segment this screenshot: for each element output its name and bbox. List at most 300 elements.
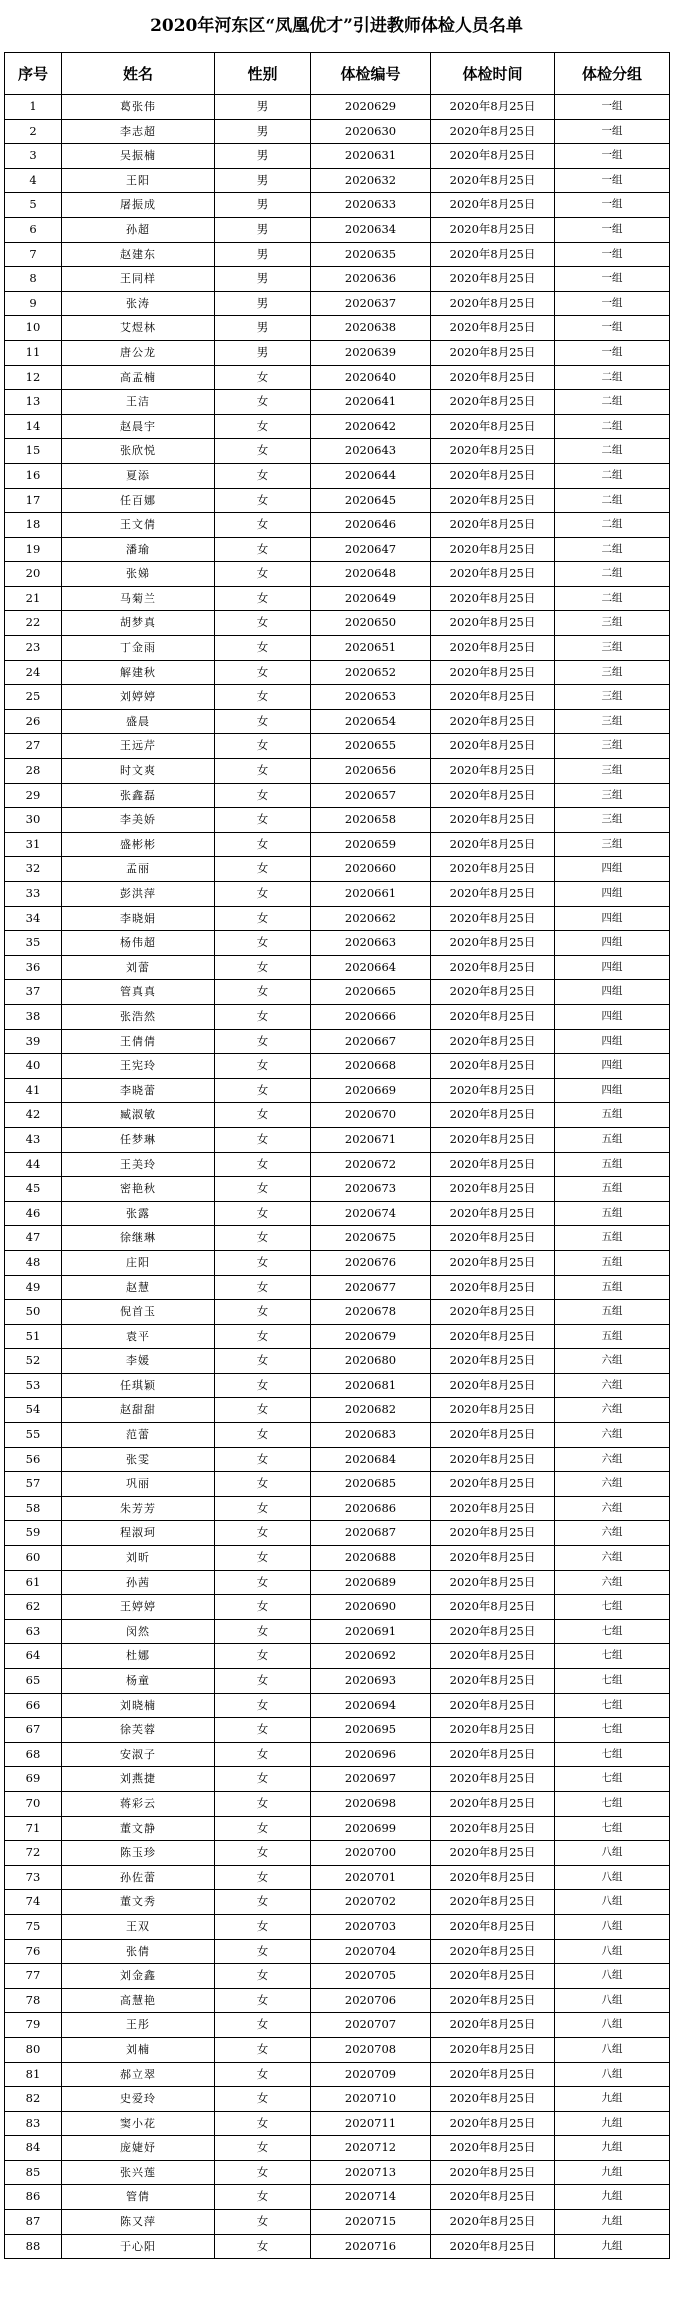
cell-name: 刘燕捷 — [62, 1767, 215, 1792]
cell-index: 66 — [5, 1693, 62, 1718]
cell-exam-number: 2020703 — [311, 1914, 431, 1939]
cell-name: 李晓娟 — [62, 906, 215, 931]
cell-exam-group: 五组 — [555, 1201, 670, 1226]
cell-name: 任琪颖 — [62, 1373, 215, 1398]
cell-exam-number: 2020708 — [311, 2037, 431, 2062]
cell-gender: 女 — [215, 1054, 311, 1079]
cell-index: 14 — [5, 414, 62, 439]
cell-gender: 女 — [215, 439, 311, 464]
cell-gender: 男 — [215, 340, 311, 365]
cell-index: 23 — [5, 636, 62, 661]
cell-gender: 女 — [215, 2234, 311, 2259]
cell-gender: 女 — [215, 980, 311, 1005]
cell-exam-time: 2020年8月25日 — [431, 1447, 555, 1472]
cell-index: 25 — [5, 685, 62, 710]
cell-name: 郝立翠 — [62, 2062, 215, 2087]
cell-exam-number: 2020653 — [311, 685, 431, 710]
cell-exam-group: 八组 — [555, 1988, 670, 2013]
table-row — [5, 1250, 670, 1275]
table-row — [5, 1127, 670, 1152]
header-index: 序号 — [5, 53, 62, 95]
table-row — [5, 1669, 670, 1694]
cell-index: 31 — [5, 832, 62, 857]
table-row — [5, 808, 670, 833]
cell-exam-time: 2020年8月25日 — [431, 980, 555, 1005]
table-row — [5, 709, 670, 734]
table-row — [5, 832, 670, 857]
cell-name: 胡梦真 — [62, 611, 215, 636]
cell-exam-time: 2020年8月25日 — [431, 513, 555, 538]
cell-name: 赵建东 — [62, 242, 215, 267]
cell-name: 王婷婷 — [62, 1595, 215, 1620]
cell-gender: 女 — [215, 2062, 311, 2087]
table-row — [5, 340, 670, 365]
cell-gender: 女 — [215, 1718, 311, 1743]
cell-name: 刘楠 — [62, 2037, 215, 2062]
cell-exam-group: 一组 — [555, 144, 670, 169]
cell-gender: 女 — [215, 1496, 311, 1521]
cell-exam-time: 2020年8月25日 — [431, 808, 555, 833]
cell-exam-time: 2020年8月25日 — [431, 1964, 555, 1989]
cell-index: 1 — [5, 95, 62, 120]
cell-exam-group: 九组 — [555, 2185, 670, 2210]
table-row — [5, 2185, 670, 2210]
table-row — [5, 1324, 670, 1349]
cell-index: 47 — [5, 1226, 62, 1251]
cell-name: 王宪玲 — [62, 1054, 215, 1079]
cell-exam-time: 2020年8月25日 — [431, 463, 555, 488]
cell-exam-time: 2020年8月25日 — [431, 1103, 555, 1128]
cell-gender: 女 — [215, 463, 311, 488]
cell-exam-number: 2020648 — [311, 562, 431, 587]
cell-index: 61 — [5, 1570, 62, 1595]
table-row — [5, 2136, 670, 2161]
cell-gender: 女 — [215, 1742, 311, 1767]
cell-exam-number: 2020664 — [311, 955, 431, 980]
cell-exam-group: 一组 — [555, 193, 670, 218]
cell-name: 赵甜甜 — [62, 1398, 215, 1423]
table-row — [5, 1103, 670, 1128]
cell-gender: 女 — [215, 2037, 311, 2062]
cell-exam-group: 二组 — [555, 562, 670, 587]
cell-gender: 女 — [215, 955, 311, 980]
cell-exam-group: 八组 — [555, 2062, 670, 2087]
cell-exam-number: 2020644 — [311, 463, 431, 488]
cell-exam-number: 2020631 — [311, 144, 431, 169]
cell-index: 49 — [5, 1275, 62, 1300]
cell-index: 74 — [5, 1890, 62, 1915]
table-row — [5, 1029, 670, 1054]
cell-gender: 男 — [215, 291, 311, 316]
cell-exam-time: 2020年8月25日 — [431, 1865, 555, 1890]
cell-gender: 女 — [215, 1964, 311, 1989]
cell-exam-time: 2020年8月25日 — [431, 1939, 555, 1964]
cell-exam-group: 三组 — [555, 685, 670, 710]
cell-name: 董文秀 — [62, 1890, 215, 1915]
cell-exam-number: 2020715 — [311, 2210, 431, 2235]
cell-index: 18 — [5, 513, 62, 538]
cell-exam-group: 一组 — [555, 95, 670, 120]
cell-gender: 女 — [215, 1250, 311, 1275]
cell-name: 倪首玉 — [62, 1300, 215, 1325]
cell-exam-time: 2020年8月25日 — [431, 955, 555, 980]
cell-exam-time: 2020年8月25日 — [431, 660, 555, 685]
table-row — [5, 1939, 670, 1964]
cell-exam-number: 2020699 — [311, 1816, 431, 1841]
cell-exam-group: 一组 — [555, 340, 670, 365]
cell-exam-group: 三组 — [555, 611, 670, 636]
cell-exam-time: 2020年8月25日 — [431, 2013, 555, 2038]
cell-name: 时文爽 — [62, 759, 215, 784]
table-row — [5, 2062, 670, 2087]
cell-index: 42 — [5, 1103, 62, 1128]
cell-index: 30 — [5, 808, 62, 833]
cell-index: 67 — [5, 1718, 62, 1743]
cell-exam-number: 2020692 — [311, 1644, 431, 1669]
cell-name: 任百娜 — [62, 488, 215, 513]
cell-exam-group: 一组 — [555, 217, 670, 242]
header-gender: 性别 — [215, 53, 311, 95]
cell-exam-number: 2020663 — [311, 931, 431, 956]
cell-exam-group: 九组 — [555, 2136, 670, 2161]
cell-exam-time: 2020年8月25日 — [431, 882, 555, 907]
cell-exam-group: 一组 — [555, 316, 670, 341]
cell-exam-number: 2020691 — [311, 1619, 431, 1644]
cell-exam-group: 一组 — [555, 119, 670, 144]
cell-exam-time: 2020年8月25日 — [431, 119, 555, 144]
cell-gender: 女 — [215, 1988, 311, 2013]
cell-exam-time: 2020年8月25日 — [431, 1521, 555, 1546]
cell-exam-group: 七组 — [555, 1619, 670, 1644]
cell-exam-time: 2020年8月25日 — [431, 1152, 555, 1177]
cell-name: 张娣 — [62, 562, 215, 587]
cell-exam-number: 2020642 — [311, 414, 431, 439]
cell-exam-group: 五组 — [555, 1152, 670, 1177]
cell-name: 刘婷婷 — [62, 685, 215, 710]
cell-exam-group: 四组 — [555, 1054, 670, 1079]
cell-index: 81 — [5, 2062, 62, 2087]
cell-index: 15 — [5, 439, 62, 464]
cell-name: 张欣悦 — [62, 439, 215, 464]
cell-name: 臧淑敏 — [62, 1103, 215, 1128]
cell-exam-time: 2020年8月25日 — [431, 1054, 555, 1079]
cell-index: 52 — [5, 1349, 62, 1374]
cell-exam-number: 2020674 — [311, 1201, 431, 1226]
cell-gender: 女 — [215, 1029, 311, 1054]
cell-name: 张倩 — [62, 1939, 215, 1964]
cell-name: 盛彬彬 — [62, 832, 215, 857]
table-row — [5, 955, 670, 980]
cell-index: 79 — [5, 2013, 62, 2038]
table-row — [5, 168, 670, 193]
cell-gender: 女 — [215, 1890, 311, 1915]
cell-exam-group: 二组 — [555, 463, 670, 488]
cell-exam-time: 2020年8月25日 — [431, 1300, 555, 1325]
cell-exam-group: 五组 — [555, 1300, 670, 1325]
cell-exam-number: 2020682 — [311, 1398, 431, 1423]
table-row — [5, 414, 670, 439]
cell-exam-time: 2020年8月25日 — [431, 2160, 555, 2185]
table-row — [5, 1791, 670, 1816]
table-row — [5, 1742, 670, 1767]
cell-index: 28 — [5, 759, 62, 784]
cell-exam-number: 2020660 — [311, 857, 431, 882]
cell-name: 史爱玲 — [62, 2087, 215, 2112]
cell-exam-number: 2020690 — [311, 1595, 431, 1620]
cell-gender: 女 — [215, 1841, 311, 1866]
cell-gender: 女 — [215, 488, 311, 513]
cell-gender: 女 — [215, 1152, 311, 1177]
table-row — [5, 931, 670, 956]
cell-exam-number: 2020672 — [311, 1152, 431, 1177]
cell-exam-number: 2020634 — [311, 217, 431, 242]
cell-name: 窦小花 — [62, 2111, 215, 2136]
cell-exam-number: 2020665 — [311, 980, 431, 1005]
cell-exam-time: 2020年8月25日 — [431, 414, 555, 439]
cell-exam-number: 2020694 — [311, 1693, 431, 1718]
cell-exam-group: 一组 — [555, 168, 670, 193]
cell-exam-number: 2020704 — [311, 1939, 431, 1964]
cell-exam-number: 2020698 — [311, 1791, 431, 1816]
table-row — [5, 1914, 670, 1939]
cell-exam-number: 2020630 — [311, 119, 431, 144]
cell-exam-time: 2020年8月25日 — [431, 1742, 555, 1767]
cell-index: 63 — [5, 1619, 62, 1644]
cell-exam-group: 五组 — [555, 1324, 670, 1349]
table-row — [5, 439, 670, 464]
table-row — [5, 1447, 670, 1472]
cell-index: 10 — [5, 316, 62, 341]
cell-exam-group: 二组 — [555, 365, 670, 390]
cell-exam-number: 2020677 — [311, 1275, 431, 1300]
cell-name: 于心阳 — [62, 2234, 215, 2259]
cell-index: 2 — [5, 119, 62, 144]
cell-index: 5 — [5, 193, 62, 218]
cell-exam-number: 2020643 — [311, 439, 431, 464]
cell-index: 69 — [5, 1767, 62, 1792]
cell-name: 孙佐蕾 — [62, 1865, 215, 1890]
cell-name: 张浩然 — [62, 1004, 215, 1029]
cell-name: 孙超 — [62, 217, 215, 242]
cell-exam-group: 七组 — [555, 1791, 670, 1816]
cell-exam-time: 2020年8月25日 — [431, 242, 555, 267]
table-row — [5, 2087, 670, 2112]
cell-exam-group: 二组 — [555, 439, 670, 464]
table-row — [5, 1201, 670, 1226]
cell-exam-group: 二组 — [555, 513, 670, 538]
cell-exam-group: 五组 — [555, 1177, 670, 1202]
cell-name: 孙茜 — [62, 1570, 215, 1595]
cell-name: 安淑子 — [62, 1742, 215, 1767]
cell-exam-number: 2020707 — [311, 2013, 431, 2038]
cell-exam-time: 2020年8月25日 — [431, 1816, 555, 1841]
cell-name: 张鑫磊 — [62, 783, 215, 808]
cell-gender: 女 — [215, 832, 311, 857]
cell-exam-group: 七组 — [555, 1669, 670, 1694]
cell-exam-number: 2020637 — [311, 291, 431, 316]
cell-gender: 女 — [215, 1865, 311, 1890]
cell-exam-time: 2020年8月25日 — [431, 537, 555, 562]
cell-exam-group: 九组 — [555, 2111, 670, 2136]
cell-index: 48 — [5, 1250, 62, 1275]
cell-index: 36 — [5, 955, 62, 980]
cell-exam-group: 六组 — [555, 1496, 670, 1521]
table-row — [5, 1546, 670, 1571]
cell-exam-group: 四组 — [555, 980, 670, 1005]
table-row — [5, 365, 670, 390]
cell-index: 84 — [5, 2136, 62, 2161]
cell-gender: 女 — [215, 1373, 311, 1398]
cell-name: 艾煜林 — [62, 316, 215, 341]
table-row — [5, 2037, 670, 2062]
cell-exam-time: 2020年8月25日 — [431, 488, 555, 513]
cell-exam-group: 七组 — [555, 1718, 670, 1743]
table-row — [5, 734, 670, 759]
cell-exam-number: 2020680 — [311, 1349, 431, 1374]
cell-exam-group: 四组 — [555, 955, 670, 980]
cell-gender: 女 — [215, 1398, 311, 1423]
cell-name: 任梦琳 — [62, 1127, 215, 1152]
cell-exam-number: 2020656 — [311, 759, 431, 784]
cell-exam-number: 2020684 — [311, 1447, 431, 1472]
cell-exam-time: 2020年8月25日 — [431, 291, 555, 316]
table-row — [5, 1816, 670, 1841]
cell-index: 76 — [5, 1939, 62, 1964]
cell-name: 潘瑜 — [62, 537, 215, 562]
table-row — [5, 267, 670, 292]
cell-exam-group: 一组 — [555, 267, 670, 292]
cell-exam-group: 六组 — [555, 1398, 670, 1423]
cell-index: 41 — [5, 1078, 62, 1103]
cell-exam-number: 2020713 — [311, 2160, 431, 2185]
cell-name: 陈又萍 — [62, 2210, 215, 2235]
cell-exam-group: 六组 — [555, 1373, 670, 1398]
cell-name: 范蕾 — [62, 1423, 215, 1448]
cell-exam-time: 2020年8月25日 — [431, 1988, 555, 2013]
cell-name: 李晓蕾 — [62, 1078, 215, 1103]
cell-name: 孟丽 — [62, 857, 215, 882]
cell-exam-group: 四组 — [555, 1029, 670, 1054]
cell-exam-number: 2020640 — [311, 365, 431, 390]
cell-exam-number: 2020635 — [311, 242, 431, 267]
cell-name: 盛晨 — [62, 709, 215, 734]
cell-gender: 女 — [215, 759, 311, 784]
cell-gender: 女 — [215, 2210, 311, 2235]
cell-name: 杨伟超 — [62, 931, 215, 956]
table-header — [5, 53, 670, 95]
cell-exam-time: 2020年8月25日 — [431, 439, 555, 464]
cell-exam-number: 2020651 — [311, 636, 431, 661]
cell-exam-number: 2020679 — [311, 1324, 431, 1349]
table-row — [5, 1004, 670, 1029]
cell-index: 8 — [5, 267, 62, 292]
cell-index: 83 — [5, 2111, 62, 2136]
cell-index: 35 — [5, 931, 62, 956]
cell-index: 68 — [5, 1742, 62, 1767]
cell-gender: 男 — [215, 242, 311, 267]
cell-exam-time: 2020年8月25日 — [431, 1693, 555, 1718]
cell-exam-time: 2020年8月25日 — [431, 365, 555, 390]
cell-index: 82 — [5, 2087, 62, 2112]
cell-name: 陈玉珍 — [62, 1841, 215, 1866]
cell-gender: 男 — [215, 316, 311, 341]
cell-exam-group: 九组 — [555, 2087, 670, 2112]
cell-name: 刘金鑫 — [62, 1964, 215, 1989]
cell-exam-group: 二组 — [555, 390, 670, 415]
cell-exam-time: 2020年8月25日 — [431, 2087, 555, 2112]
cell-exam-time: 2020年8月25日 — [431, 759, 555, 784]
cell-index: 32 — [5, 857, 62, 882]
cell-name: 管真真 — [62, 980, 215, 1005]
table-row — [5, 1275, 670, 1300]
cell-exam-time: 2020年8月25日 — [431, 1127, 555, 1152]
cell-exam-number: 2020649 — [311, 586, 431, 611]
cell-exam-group: 六组 — [555, 1472, 670, 1497]
cell-gender: 女 — [215, 2087, 311, 2112]
cell-name: 董文静 — [62, 1816, 215, 1841]
cell-exam-group: 六组 — [555, 1546, 670, 1571]
cell-exam-group: 五组 — [555, 1226, 670, 1251]
cell-gender: 女 — [215, 1570, 311, 1595]
cell-exam-time: 2020年8月25日 — [431, 1472, 555, 1497]
table-row — [5, 316, 670, 341]
cell-exam-time: 2020年8月25日 — [431, 1595, 555, 1620]
cell-gender: 女 — [215, 1349, 311, 1374]
cell-index: 87 — [5, 2210, 62, 2235]
cell-gender: 女 — [215, 2111, 311, 2136]
table-row — [5, 636, 670, 661]
cell-exam-number: 2020670 — [311, 1103, 431, 1128]
cell-exam-time: 2020年8月25日 — [431, 1718, 555, 1743]
cell-exam-number: 2020673 — [311, 1177, 431, 1202]
cell-gender: 女 — [215, 390, 311, 415]
table-row — [5, 390, 670, 415]
cell-gender: 女 — [215, 1619, 311, 1644]
cell-name: 张雯 — [62, 1447, 215, 1472]
cell-exam-number: 2020638 — [311, 316, 431, 341]
cell-exam-group: 六组 — [555, 1447, 670, 1472]
cell-exam-group: 二组 — [555, 488, 670, 513]
cell-name: 张露 — [62, 1201, 215, 1226]
cell-exam-group: 三组 — [555, 709, 670, 734]
table-row — [5, 1472, 670, 1497]
cell-index: 57 — [5, 1472, 62, 1497]
cell-exam-group: 六组 — [555, 1570, 670, 1595]
cell-index: 27 — [5, 734, 62, 759]
cell-exam-time: 2020年8月25日 — [431, 1669, 555, 1694]
cell-index: 7 — [5, 242, 62, 267]
cell-name: 闵然 — [62, 1619, 215, 1644]
cell-exam-number: 2020655 — [311, 734, 431, 759]
table-row — [5, 1767, 670, 1792]
cell-index: 56 — [5, 1447, 62, 1472]
cell-exam-group: 一组 — [555, 242, 670, 267]
cell-exam-number: 2020639 — [311, 340, 431, 365]
table-row — [5, 144, 670, 169]
cell-exam-time: 2020年8月25日 — [431, 316, 555, 341]
cell-exam-group: 三组 — [555, 660, 670, 685]
cell-exam-time: 2020年8月25日 — [431, 709, 555, 734]
cell-exam-time: 2020年8月25日 — [431, 1791, 555, 1816]
cell-name: 王阳 — [62, 168, 215, 193]
cell-exam-time: 2020年8月25日 — [431, 1496, 555, 1521]
cell-exam-time: 2020年8月25日 — [431, 832, 555, 857]
cell-gender: 女 — [215, 1275, 311, 1300]
cell-name: 唐公龙 — [62, 340, 215, 365]
table-row — [5, 1373, 670, 1398]
cell-gender: 女 — [215, 783, 311, 808]
cell-gender: 男 — [215, 217, 311, 242]
